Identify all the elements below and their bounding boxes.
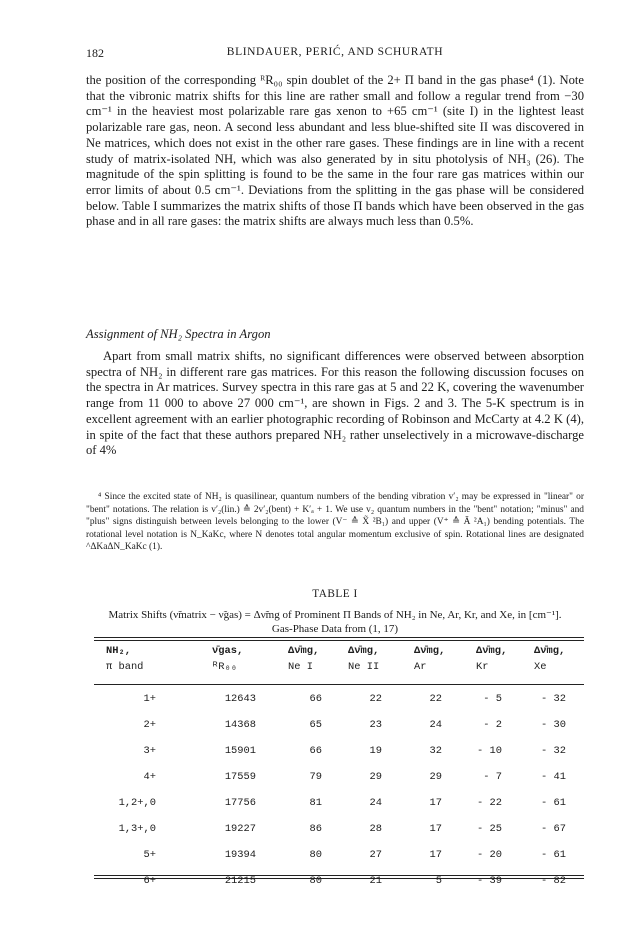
header-cell: Xe — [534, 661, 547, 673]
header-cell: NH₂, — [106, 645, 131, 657]
header-cell: ν̄gas, — [212, 645, 244, 657]
shift-ne1-cell: 66 — [309, 693, 322, 705]
gas-wavenumber-cell: 19227 — [224, 823, 256, 835]
shift-xe-cell: - 61 — [541, 849, 566, 861]
header-cell: Ar — [414, 661, 427, 673]
band-cell: 1,2+,0 — [118, 797, 156, 809]
shift-ne2-cell: 27 — [369, 849, 382, 861]
header-cell: Δν̄mg, — [476, 645, 508, 657]
shift-ne1-cell: 66 — [309, 745, 322, 757]
band-cell: 3+ — [143, 745, 156, 757]
table-header-rule — [94, 684, 584, 685]
shift-ne1-cell: 79 — [309, 771, 322, 783]
shift-ar-cell: 29 — [429, 771, 442, 783]
band-cell: 5+ — [143, 849, 156, 861]
band-cell: 2+ — [143, 719, 156, 731]
shift-ne1-cell: 81 — [309, 797, 322, 809]
shift-ne2-cell: 29 — [369, 771, 382, 783]
shift-ne1-cell: 65 — [309, 719, 322, 731]
shift-ar-cell: 5 — [435, 875, 442, 887]
table-row-spacer — [94, 850, 584, 864]
table-header-row — [94, 661, 584, 675]
shift-kr-cell: - 2 — [483, 719, 502, 731]
table-label: TABLE I — [312, 588, 358, 600]
shift-xe-cell: - 82 — [541, 875, 566, 887]
shift-kr-cell: - 10 — [477, 745, 502, 757]
shift-xe-cell: - 32 — [541, 693, 566, 705]
footnote: ⁴ Since the excited state of NH₂ is quasilinear, quantum numbers of the bending vibration v′₂ may be expressed in "linear" or "bent" notations. The relation is v′₂(lin.) ≙ 2v′₂(bent) + K′ₐ + 1. We use v₂ quantum numbers in the "bent" notation; "minus" and "plus" signs distinguish between levels belonging to the lower (V⁻ ≙ X̃ ²B₁) and upper (V⁺ ≙ Ã ²A₁) bending potentials. The rotational level notation is N_KaKc, where N denotes total angular momentum exclusive of spin. Rotational lines are designated ^ΔKaΔN_KaKc (1). — [86, 492, 584, 553]
table-top-rule-double — [94, 640, 584, 641]
shift-kr-cell: - 5 — [483, 693, 502, 705]
gas-wavenumber-cell: 12643 — [224, 693, 256, 705]
gas-wavenumber-cell: 15901 — [224, 745, 256, 757]
header-cell: Kr — [476, 661, 489, 673]
gas-wavenumber-cell: 17559 — [224, 771, 256, 783]
header-cell: Δν̄mg, — [534, 645, 566, 657]
band-cell: 6+ — [143, 875, 156, 887]
header-cell: Δν̄mg, — [288, 645, 320, 657]
shift-ne2-cell: 23 — [369, 719, 382, 731]
shift-kr-cell: - 22 — [477, 797, 502, 809]
table-row — [94, 771, 584, 785]
gas-wavenumber-cell: 14368 — [224, 719, 256, 731]
shift-ne2-cell: 28 — [369, 823, 382, 835]
header-cell: Δν̄mg, — [414, 645, 446, 657]
shift-kr-cell: - 25 — [477, 823, 502, 835]
shift-ne2-cell: 22 — [369, 693, 382, 705]
page-number: 182 — [86, 46, 104, 60]
header-cell: Ne I — [288, 661, 313, 673]
paragraph-continued: the position of the corresponding ᴿR₀₀ spin doublet of the 2+ Π band in the gas phase⁴ (1). Note that the vibronic matrix shifts for this line are rather small and follow a regular trend from −30 cm⁻¹ in the heaviest most polarizable rare gas xenon to +65 cm⁻¹ (site I) in the lightest least polarizable rare gas, neon. A second less abundant and less blue-shifted site II was discovered in Ne matrices, which does not exist in the other rare gases. These findings are in line with a recent study of matrix-isolated NH, which was also generated by in situ photolysis of NH₃ (26). The magnitude of the spin splitting is found to be the same in the four rare gas matrices within our error limits of about 0.5 cm⁻¹. Deviations from the splitting in the gas phase will be considered below. Table I summarizes the matrix shifts of those Π bands which have been observed in the gas phase and in all rare gases: the matrix shifts are always much less than 0.5%. — [86, 73, 584, 229]
shift-xe-cell: - 30 — [541, 719, 566, 731]
shift-xe-cell: - 61 — [541, 797, 566, 809]
table-row — [94, 797, 584, 811]
header-cell: Ne II — [348, 661, 380, 673]
header-cell: Δν̄mg, — [348, 645, 380, 657]
section-heading: Assignment of NH₂ Spectra in Argon — [86, 327, 271, 341]
shift-ne1-cell: 80 — [309, 849, 322, 861]
table-top-rule — [94, 637, 584, 638]
shift-kr-cell: - 39 — [477, 875, 502, 887]
header-authors: BLINDAUER, PERIĆ, AND SCHURATH — [226, 46, 444, 58]
table-row — [94, 823, 584, 837]
table-row — [94, 693, 584, 707]
gas-wavenumber-cell: 21215 — [224, 875, 256, 887]
shift-ne2-cell: 19 — [369, 745, 382, 757]
shift-xe-cell: - 41 — [541, 771, 566, 783]
table-header-row — [94, 645, 584, 659]
shift-kr-cell: - 20 — [477, 849, 502, 861]
shift-xe-cell: - 67 — [541, 823, 566, 835]
shift-ar-cell: 17 — [429, 849, 442, 861]
shift-ar-cell: 24 — [429, 719, 442, 731]
band-cell: 4+ — [143, 771, 156, 783]
shift-ar-cell: 22 — [429, 693, 442, 705]
table-row — [94, 875, 584, 889]
band-cell: 1,3+,0 — [118, 823, 156, 835]
gas-wavenumber-cell: 17756 — [224, 797, 256, 809]
shift-ar-cell: 17 — [429, 823, 442, 835]
shift-ar-cell: 17 — [429, 797, 442, 809]
table-caption — [86, 608, 584, 636]
table-caption-line-2: Gas-Phase Data from (1, 17) — [271, 623, 399, 635]
header-cell: π band — [106, 661, 144, 673]
table-row — [94, 745, 584, 759]
shift-ne1-cell: 80 — [309, 875, 322, 887]
shift-ne1-cell: 86 — [309, 823, 322, 835]
band-cell: 1+ — [143, 693, 156, 705]
shift-ne2-cell: 21 — [369, 875, 382, 887]
shift-ne2-cell: 24 — [369, 797, 382, 809]
shift-xe-cell: - 32 — [541, 745, 566, 757]
paragraph-assignment: Apart from small matrix shifts, no significant differences were observed between absorption spectra of NH₂ in different rare gas matrices. For this reason the following discussion focuses on the spectra in Ar matrices. Survey spectra in this rare gas at 5 and 22 K, covering the wavenumber range from 11 000 to above 27 000 cm⁻¹, are shown in Figs. 2 and 3. The 5-K spectrum is in excellent agreement with an earlier photographic recording of Robinson and McCarty at 4.2 K (4), in spite of the fact that these authors prepared NH₂ rather unselectively in a microwave-discharge of 4% — [86, 349, 584, 458]
gas-wavenumber-cell: 19394 — [224, 849, 256, 861]
table-row — [94, 719, 584, 733]
shift-kr-cell: - 7 — [483, 771, 502, 783]
header-cell: ᴿR₀₀ — [212, 661, 237, 673]
shift-ar-cell: 32 — [429, 745, 442, 757]
table-caption-line-1: Matrix Shifts (ν̃matrix − ν̃gas) = Δν̃mg of Prominent Π Bands of NH₂ in Ne, Ar, Kr, and Xe, in [cm⁻¹]. — [108, 609, 562, 621]
running-head — [86, 46, 584, 62]
